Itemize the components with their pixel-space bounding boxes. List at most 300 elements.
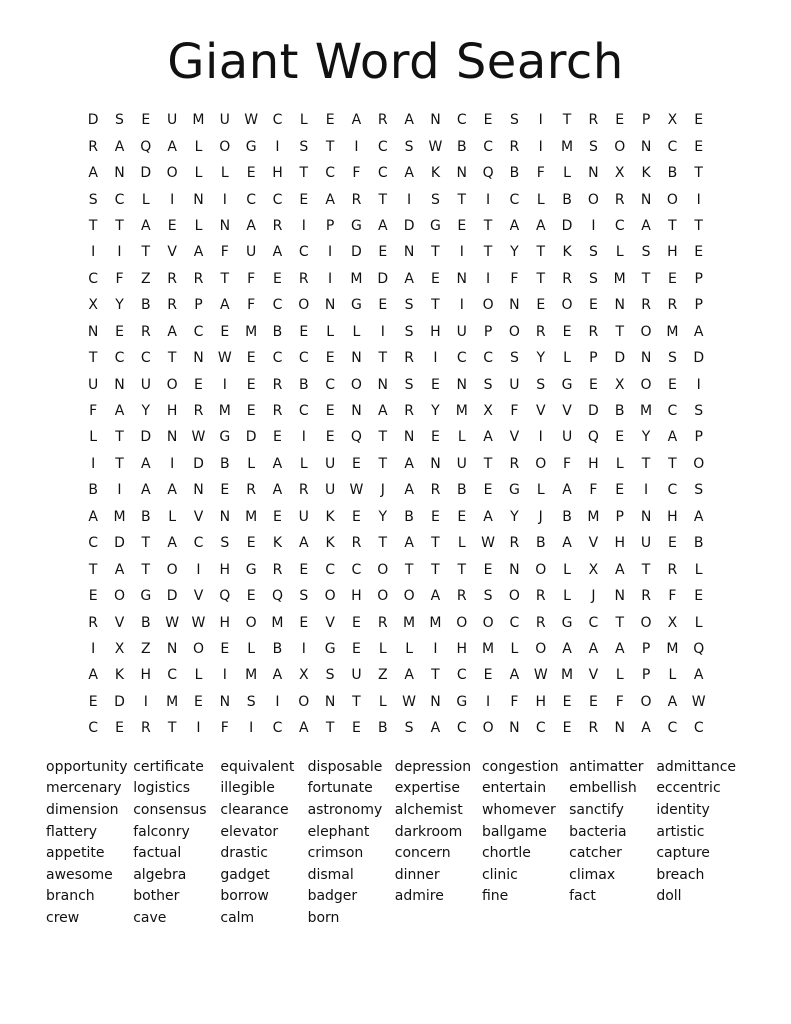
grid-letter[interactable]: A [614,640,625,657]
grid-letter[interactable]: A [114,138,125,155]
grid-letter[interactable]: U [351,667,362,684]
grid-letter[interactable]: E [141,112,151,129]
grid-letter[interactable]: T [431,244,440,261]
grid-letter[interactable]: S [536,376,546,393]
grid-letter[interactable]: C [272,112,283,129]
grid-letter[interactable]: E [457,217,467,234]
grid-letter[interactable]: S [404,323,414,340]
grid-letter[interactable]: U [88,376,99,393]
grid-letter[interactable]: U [246,244,257,261]
grid-letter[interactable]: T [694,165,703,182]
grid-letter[interactable]: E [273,508,282,525]
grid-letter[interactable]: T [483,217,493,234]
grid-letter[interactable]: I [275,693,280,710]
grid-letter[interactable]: E [667,535,677,552]
grid-letter[interactable]: N [509,561,520,578]
grid-letter[interactable]: I [91,244,96,261]
grid-letter[interactable]: U [219,112,230,129]
grid-letter[interactable]: N [403,244,415,261]
grid-letter[interactable]: F [615,693,624,710]
grid-letter[interactable]: A [88,508,98,525]
grid-letter[interactable]: I [433,350,438,367]
grid-letter[interactable]: V [588,535,599,552]
grid-letter[interactable]: I [301,217,306,234]
grid-letter[interactable]: B [456,138,467,155]
grid-letter[interactable]: N [114,376,125,393]
grid-letter[interactable]: U [640,535,652,552]
grid-letter[interactable]: O [614,138,626,155]
grid-letter[interactable]: I [486,693,491,710]
grid-letter[interactable]: B [456,482,467,499]
grid-letter[interactable]: N [509,720,520,737]
grid-letter[interactable]: C [456,350,467,367]
grid-letter[interactable]: L [141,191,150,208]
grid-letter[interactable]: C [509,614,520,631]
grid-letter[interactable]: N [351,350,362,367]
grid-letter[interactable]: N [193,350,204,367]
grid-letter[interactable]: G [508,482,520,499]
grid-letter[interactable]: L [168,508,177,525]
grid-letter[interactable]: M [245,667,258,684]
grid-letter[interactable]: R [614,191,625,208]
grid-letter[interactable]: A [614,561,625,578]
grid-letter[interactable]: R [509,138,520,155]
grid-letter[interactable]: E [246,535,256,552]
grid-letter[interactable]: N [509,297,520,314]
grid-letter[interactable]: C [588,614,599,631]
grid-letter[interactable]: S [404,297,414,314]
grid-letter[interactable]: O [324,588,336,605]
grid-letter[interactable]: R [509,535,520,552]
grid-letter[interactable]: T [431,561,440,578]
grid-letter[interactable]: R [351,191,362,208]
grid-letter[interactable]: E [220,640,230,657]
grid-letter[interactable]: A [667,429,678,446]
grid-letter[interactable]: B [88,482,98,499]
grid-letter[interactable]: W [217,350,232,367]
grid-letter[interactable]: O [535,640,547,657]
grid-letter[interactable]: H [166,403,178,420]
grid-letter[interactable]: T [299,165,309,182]
grid-letter[interactable]: S [115,112,124,129]
grid-letter[interactable]: H [667,244,678,261]
grid-letter[interactable]: I [117,244,122,261]
grid-letter[interactable]: X [667,614,678,631]
grid-letter[interactable]: V [509,429,520,446]
grid-letter[interactable]: F [220,720,229,737]
grid-letter[interactable]: I [301,429,306,446]
grid-letter[interactable]: R [588,323,599,340]
grid-letter[interactable]: A [114,403,125,420]
grid-letter[interactable]: T [141,535,151,552]
grid-letter[interactable]: I [328,244,333,261]
grid-letter[interactable]: U [509,376,520,393]
grid-letter[interactable]: T [378,191,388,208]
grid-letter[interactable]: E [431,376,440,393]
grid-letter[interactable]: I [459,244,464,261]
grid-letter[interactable]: R [298,270,309,287]
grid-letter[interactable]: E [299,323,309,340]
grid-letter[interactable]: L [536,191,545,208]
grid-letter[interactable]: A [404,667,414,684]
grid-letter[interactable]: N [377,376,389,393]
grid-letter[interactable]: E [378,297,388,314]
grid-letter[interactable]: T [536,244,546,261]
grid-letter[interactable]: L [194,667,203,684]
grid-letter[interactable]: I [91,640,96,657]
grid-letter[interactable]: L [615,455,624,472]
grid-letter[interactable]: S [641,244,651,261]
grid-letter[interactable]: R [167,297,178,314]
grid-letter[interactable]: F [668,588,677,605]
grid-letter[interactable]: S [404,720,414,737]
grid-letter[interactable]: N [456,270,467,287]
grid-letter[interactable]: A [693,323,704,340]
grid-letter[interactable]: F [510,693,519,710]
grid-letter[interactable]: H [667,508,678,525]
grid-letter[interactable]: G [245,138,257,155]
grid-letter[interactable]: I [143,693,148,710]
grid-letter[interactable]: V [588,667,599,684]
grid-letter[interactable]: H [351,588,362,605]
grid-letter[interactable]: E [562,693,572,710]
grid-letter[interactable]: O [561,297,573,314]
grid-letter[interactable]: A [535,217,546,234]
grid-letter[interactable]: P [694,429,703,446]
grid-letter[interactable]: M [455,403,468,420]
grid-letter[interactable]: A [404,165,414,182]
grid-letter[interactable]: R [377,112,388,129]
grid-letter[interactable]: C [456,112,467,129]
grid-letter[interactable]: C [325,376,335,393]
grid-letter[interactable]: A [562,535,572,552]
grid-letter[interactable]: V [193,588,204,605]
grid-letter[interactable]: L [510,640,519,657]
grid-letter[interactable]: N [640,191,652,208]
grid-letter[interactable]: T [220,270,230,287]
grid-letter[interactable]: O [482,614,494,631]
grid-letter[interactable]: B [298,376,309,393]
grid-letter[interactable]: G [219,429,231,446]
grid-letter[interactable]: A [404,455,414,472]
grid-letter[interactable]: E [115,720,124,737]
grid-letter[interactable]: O [245,614,257,631]
grid-letter[interactable]: T [431,535,440,552]
grid-letter[interactable]: S [694,403,704,420]
grid-letter[interactable]: I [354,138,359,155]
grid-letter[interactable]: R [298,482,309,499]
grid-letter[interactable]: F [510,403,519,420]
grid-letter[interactable]: I [591,217,596,234]
grid-letter[interactable]: G [324,640,336,657]
grid-letter[interactable]: R [140,323,151,340]
grid-letter[interactable]: N [219,508,231,525]
grid-letter[interactable]: S [246,693,256,710]
grid-letter[interactable]: E [588,297,598,314]
grid-letter[interactable]: I [301,640,306,657]
grid-letter[interactable]: Y [141,403,151,420]
grid-letter[interactable]: Y [510,244,519,261]
grid-letter[interactable]: R [272,561,283,578]
grid-letter[interactable]: M [350,270,363,287]
grid-letter[interactable]: C [456,667,467,684]
grid-letter[interactable]: G [561,614,573,631]
grid-letter[interactable]: A [641,217,651,234]
grid-letter[interactable]: O [482,297,494,314]
grid-letter[interactable]: T [352,693,361,710]
grid-letter[interactable]: N [87,323,99,340]
grid-letter[interactable]: K [562,244,572,261]
grid-letter[interactable]: L [326,323,335,340]
grid-letter[interactable]: S [509,112,519,129]
grid-letter[interactable]: T [431,667,440,684]
grid-letter[interactable]: W [191,429,206,446]
grid-letter[interactable]: Q [587,429,599,446]
grid-letter[interactable]: E [483,667,493,684]
grid-letter[interactable]: M [429,614,442,631]
grid-letter[interactable]: H [614,535,625,552]
grid-letter[interactable]: I [328,270,333,287]
grid-letter[interactable]: B [535,535,546,552]
grid-letter[interactable]: E [483,561,493,578]
grid-letter[interactable]: E [615,112,625,129]
grid-letter[interactable]: W [428,138,443,155]
grid-letter[interactable]: D [614,350,626,367]
grid-letter[interactable]: H [430,323,441,340]
grid-letter[interactable]: A [167,138,177,155]
grid-letter[interactable]: N [430,112,441,129]
grid-letter[interactable]: P [641,112,651,129]
grid-letter[interactable]: I [91,455,96,472]
grid-letter[interactable]: T [141,244,151,261]
grid-letter[interactable]: X [88,297,98,314]
grid-letter[interactable]: Z [141,270,151,287]
grid-letter[interactable]: W [191,614,206,631]
grid-letter[interactable]: L [247,455,256,472]
grid-letter[interactable]: E [352,640,361,657]
grid-letter[interactable]: N [640,508,652,525]
grid-letter[interactable]: N [588,165,599,182]
grid-letter[interactable]: T [325,720,335,737]
grid-letter[interactable]: P [194,297,203,314]
grid-letter[interactable]: E [246,588,256,605]
grid-letter[interactable]: N [324,297,336,314]
grid-letter[interactable]: T [167,720,177,737]
grid-letter[interactable]: R [535,323,546,340]
grid-letter[interactable]: F [220,244,229,261]
grid-letter[interactable]: T [641,455,651,472]
grid-letter[interactable]: D [561,217,573,234]
grid-letter[interactable]: I [433,640,438,657]
grid-letter[interactable]: H [140,667,152,684]
grid-letter[interactable]: A [325,191,335,208]
grid-letter[interactable]: T [115,429,124,446]
grid-letter[interactable]: E [246,165,256,182]
grid-letter[interactable]: Y [510,508,519,525]
grid-letter[interactable]: T [483,455,493,472]
grid-letter[interactable]: U [298,508,309,525]
grid-letter[interactable]: X [614,165,625,182]
grid-letter[interactable]: N [193,191,204,208]
grid-letter[interactable]: W [691,693,706,710]
grid-letter[interactable]: S [667,350,677,367]
grid-letter[interactable]: B [562,191,572,208]
grid-letter[interactable]: B [667,165,678,182]
grid-letter[interactable]: N [166,429,178,446]
grid-letter[interactable]: T [431,297,440,314]
grid-letter[interactable]: R [509,455,520,472]
grid-letter[interactable]: I [117,482,122,499]
grid-letter[interactable]: R [140,720,151,737]
grid-letter[interactable]: Q [271,588,283,605]
grid-letter[interactable]: L [194,217,203,234]
grid-letter[interactable]: L [615,667,624,684]
grid-letter[interactable]: B [377,720,388,737]
grid-letter[interactable]: A [667,693,678,710]
grid-letter[interactable]: R [272,376,283,393]
grid-letter[interactable]: E [431,508,440,525]
grid-letter[interactable]: I [486,191,491,208]
grid-letter[interactable]: D [193,455,204,472]
grid-letter[interactable]: L [563,350,571,367]
grid-letter[interactable]: M [561,138,574,155]
grid-letter[interactable]: N [640,138,652,155]
grid-letter[interactable]: A [88,165,98,182]
grid-letter[interactable]: C [298,403,309,420]
grid-letter[interactable]: A [272,455,283,472]
grid-letter[interactable]: N [219,217,231,234]
grid-letter[interactable]: N [430,455,441,472]
grid-letter[interactable]: E [352,508,361,525]
grid-letter[interactable]: C [325,165,335,182]
grid-letter[interactable]: Y [641,429,651,446]
grid-letter[interactable]: A [430,588,441,605]
grid-letter[interactable]: M [482,640,495,657]
grid-letter[interactable]: E [694,138,704,155]
grid-letter[interactable]: B [141,508,151,525]
grid-letter[interactable]: I [222,376,227,393]
grid-letter[interactable]: Q [140,138,152,155]
grid-letter[interactable]: O [377,588,389,605]
grid-letter[interactable]: A [272,482,283,499]
grid-letter[interactable]: O [219,138,231,155]
grid-letter[interactable]: M [613,270,626,287]
grid-letter[interactable]: F [536,165,545,182]
grid-letter[interactable]: O [298,693,310,710]
grid-letter[interactable]: R [641,297,651,314]
grid-letter[interactable]: O [298,297,310,314]
grid-letter[interactable]: R [667,297,678,314]
grid-letter[interactable]: C [667,138,678,155]
grid-letter[interactable]: E [457,508,467,525]
grid-letter[interactable]: L [247,640,256,657]
grid-letter[interactable]: T [378,455,388,472]
grid-letter[interactable]: I [196,561,201,578]
grid-letter[interactable]: L [299,455,308,472]
grid-letter[interactable]: O [113,588,125,605]
grid-letter[interactable]: J [380,482,385,499]
grid-letter[interactable]: Z [377,667,388,684]
grid-letter[interactable]: H [456,640,468,657]
grid-letter[interactable]: G [430,217,441,234]
grid-letter[interactable]: V [193,508,204,525]
grid-letter[interactable]: F [563,455,572,472]
grid-letter[interactable]: K [430,165,441,182]
grid-letter[interactable]: X [483,403,493,420]
grid-letter[interactable]: T [88,350,98,367]
grid-letter[interactable]: T [615,323,624,340]
grid-letter[interactable]: O [482,720,494,737]
grid-letter[interactable]: C [193,323,204,340]
grid-letter[interactable]: E [615,482,625,499]
grid-letter[interactable]: L [694,614,703,631]
grid-letter[interactable]: A [246,217,256,234]
grid-letter[interactable]: E [299,191,309,208]
grid-letter[interactable]: A [167,535,177,552]
grid-letter[interactable]: A [404,112,414,129]
grid-letter[interactable]: L [352,323,361,340]
grid-letter[interactable]: A [141,455,151,472]
grid-letter[interactable]: C [114,191,125,208]
grid-letter[interactable]: E [167,217,177,234]
grid-letter[interactable]: T [378,535,388,552]
grid-letter[interactable]: U [140,376,151,393]
grid-letter[interactable]: C [693,720,704,737]
grid-letter[interactable]: C [88,535,99,552]
grid-letter[interactable]: T [325,138,335,155]
grid-letter[interactable]: E [194,693,203,710]
grid-letter[interactable]: U [561,429,573,446]
grid-letter[interactable]: A [193,244,204,261]
grid-letter[interactable]: T [115,217,124,234]
grid-letter[interactable]: E [694,588,704,605]
grid-letter[interactable]: G [351,217,362,234]
grid-letter[interactable]: R [351,535,362,552]
grid-letter[interactable]: O [166,376,178,393]
grid-letter[interactable]: R [456,588,467,605]
grid-letter[interactable]: E [299,614,309,631]
grid-letter[interactable]: C [298,350,309,367]
grid-letter[interactable]: N [403,429,415,446]
grid-letter[interactable]: Q [350,429,362,446]
grid-letter[interactable]: W [533,667,548,684]
grid-letter[interactable]: F [510,270,519,287]
grid-letter[interactable]: A [430,720,441,737]
grid-letter[interactable]: O [693,455,705,472]
grid-letter[interactable]: P [694,297,703,314]
grid-letter[interactable]: M [113,508,126,525]
grid-letter[interactable]: I [538,429,543,446]
grid-letter[interactable]: M [403,614,416,631]
grid-letter[interactable]: T [457,561,467,578]
grid-letter[interactable]: I [170,455,175,472]
grid-letter[interactable]: E [115,323,124,340]
grid-letter[interactable]: T [668,455,677,472]
grid-letter[interactable]: I [643,482,649,499]
grid-letter[interactable]: L [405,640,413,657]
grid-letter[interactable]: T [615,614,624,631]
grid-letter[interactable]: C [193,535,204,552]
grid-letter[interactable]: E [273,429,282,446]
grid-letter[interactable]: S [694,482,704,499]
grid-letter[interactable]: T [88,561,98,578]
grid-letter[interactable]: T [141,561,151,578]
grid-letter[interactable]: S [299,588,309,605]
grid-letter[interactable]: J [591,588,596,605]
grid-letter[interactable]: C [483,350,493,367]
grid-letter[interactable]: E [220,323,230,340]
grid-letter[interactable]: S [483,376,493,393]
